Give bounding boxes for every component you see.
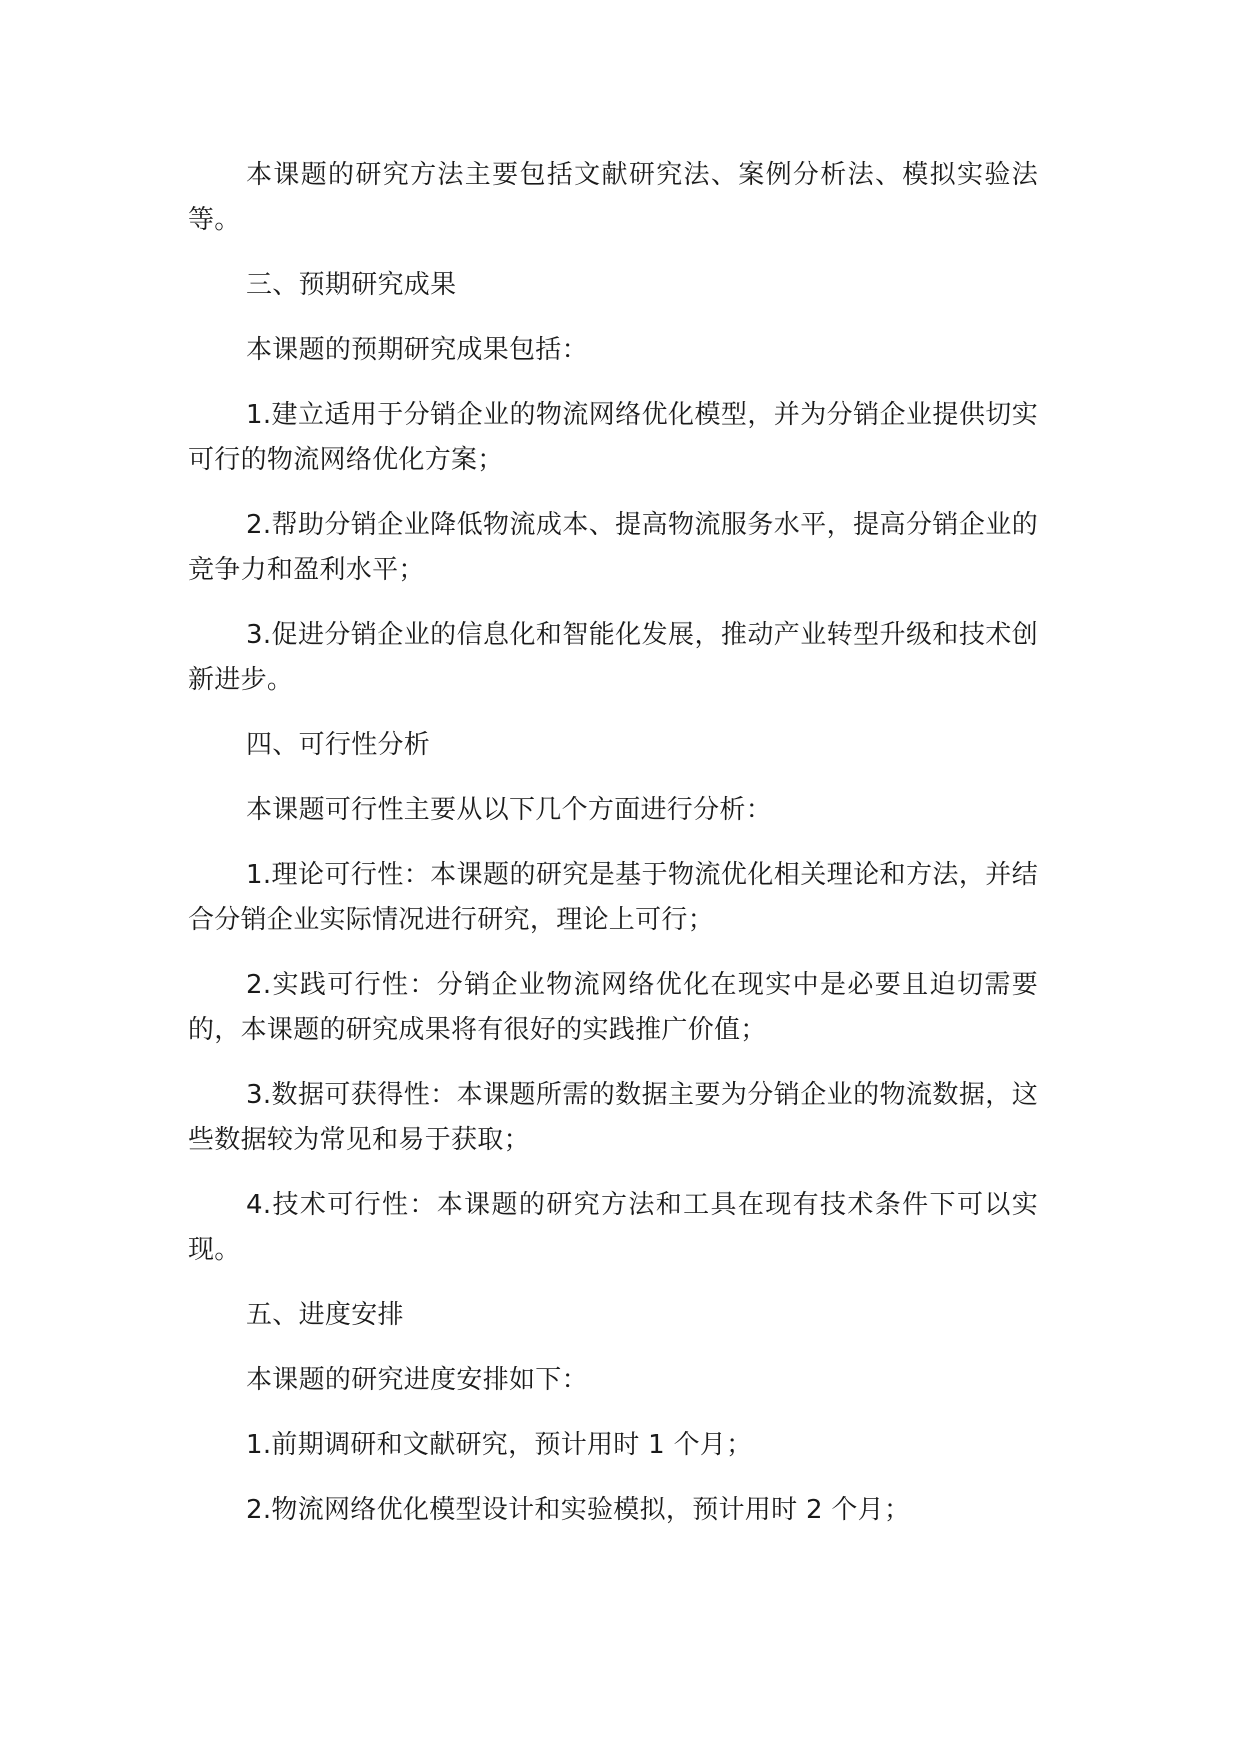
- paragraph-research-methods: 本课题的研究方法主要包括文献研究法、案例分析法、模拟实验法等。: [188, 160, 1038, 235]
- list-item-feasibility-4: 4.技术可行性：本课题的研究方法和工具在现有技术条件下可以实现。: [188, 1190, 1038, 1265]
- heading-feasibility: 四、可行性分析: [246, 730, 431, 760]
- paragraph-schedule-intro: 本课题的研究进度安排如下：: [246, 1365, 588, 1395]
- paragraph-results-intro: 本课题的预期研究成果包括：: [246, 335, 588, 365]
- heading-schedule: 五、进度安排: [246, 1300, 404, 1330]
- paragraph-feasibility-intro: 本课题可行性主要从以下几个方面进行分析：: [246, 795, 773, 825]
- list-item-schedule-1: 1.前期调研和文献研究，预计用时 1 个月；: [246, 1430, 753, 1460]
- list-item-feasibility-3: 3.数据可获得性：本课题所需的数据主要为分销企业的物流数据，这些数据较为常见和易于获取；: [188, 1080, 1038, 1155]
- list-item-result-2: 2.帮助分销企业降低物流成本、提高物流服务水平，提高分销企业的竞争力和盈利水平；: [188, 510, 1038, 585]
- list-item-feasibility-1: 1.理论可行性：本课题的研究是基于物流优化相关理论和方法，并结合分销企业实际情况进行研究，理论上可行；: [188, 860, 1038, 935]
- list-item-result-3: 3.促进分销企业的信息化和智能化发展，推动产业转型升级和技术创新进步。: [188, 620, 1038, 695]
- list-item-schedule-2: 2.物流网络优化模型设计和实验模拟，预计用时 2 个月；: [246, 1495, 911, 1525]
- heading-expected-results: 三、预期研究成果: [246, 270, 457, 300]
- list-item-result-1: 1.建立适用于分销企业的物流网络优化模型，并为分销企业提供切实可行的物流网络优化方案；: [188, 400, 1038, 475]
- document-body: [188, 153, 1038, 1533]
- list-item-feasibility-2: 2.实践可行性：分销企业物流网络优化在现实中是必要且迫切需要的，本课题的研究成果将有很好的实践推广价值；: [188, 970, 1038, 1045]
